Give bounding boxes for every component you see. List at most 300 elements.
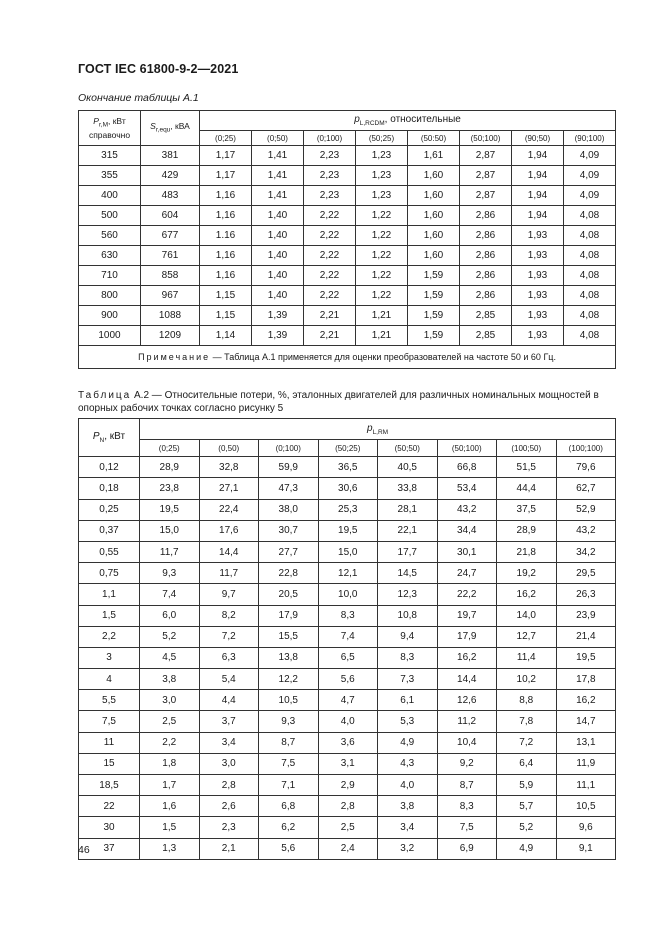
table-cell: 9,3	[259, 711, 319, 732]
table-cell: 1,15	[200, 306, 252, 326]
table-cell: 51,5	[497, 457, 557, 478]
table-cell: 9,4	[378, 626, 438, 647]
header-relative-losses-rm: $p_{L,RM}$	[140, 419, 616, 440]
table-cell: 16,2	[556, 690, 616, 711]
table-cell: 62,7	[556, 478, 616, 499]
table-cell: 1.16	[200, 226, 252, 246]
table-cell: 1,15	[200, 286, 252, 306]
table-cell: 3	[79, 647, 140, 668]
table-cell: 2,22	[304, 246, 356, 266]
table-cell: 7,1	[259, 775, 319, 796]
table-cell: 2,85	[460, 326, 512, 346]
table-cell: 1,93	[512, 326, 564, 346]
table-cell: 4,08	[564, 226, 616, 246]
table-cell: 4,0	[318, 711, 378, 732]
table-cell: 29,5	[556, 563, 616, 584]
table-cell: 1,40	[252, 266, 304, 286]
table-cell: 15,5	[259, 626, 319, 647]
table-cell: 3,0	[140, 690, 200, 711]
table-row	[79, 206, 616, 226]
table-cell: 28,1	[378, 499, 438, 520]
table-a1-continuation	[78, 110, 616, 369]
table-cell: 483	[141, 186, 200, 206]
table-cell: 27,1	[199, 478, 259, 499]
table-cell: 1,41	[252, 186, 304, 206]
operating-point-header: (0,50)	[199, 440, 259, 457]
table-cell: 2,87	[460, 186, 512, 206]
table-cell: 4,9	[378, 732, 438, 753]
table-cell: 1,16	[200, 206, 252, 226]
table-cell: 14,4	[437, 669, 497, 690]
table-cell: 15,0	[140, 520, 200, 541]
table-cell: 400	[79, 186, 141, 206]
table-cell: 16,2	[497, 584, 557, 605]
header-nominal-power: $P_N$, кВт	[79, 419, 140, 457]
table-cell: 1,93	[512, 246, 564, 266]
table-cell: 17,8	[556, 669, 616, 690]
table-cell: 7,5	[259, 753, 319, 774]
table-cell: 1,21	[356, 306, 408, 326]
table-cell: 22,4	[199, 499, 259, 520]
table-cell: 8,3	[437, 796, 497, 817]
operating-point-header: (0;25)	[140, 440, 200, 457]
table-cell: 0,12	[79, 457, 140, 478]
table-cell: 1,60	[408, 186, 460, 206]
table-cell: 26,3	[556, 584, 616, 605]
table-row	[79, 775, 616, 796]
table-cell: 4,9	[497, 838, 557, 859]
table-cell: 2,5	[140, 711, 200, 732]
table-cell: 6,2	[259, 817, 319, 838]
table-row	[79, 326, 616, 346]
table-cell: 1088	[141, 306, 200, 326]
table-cell: 22,1	[378, 520, 438, 541]
table-cell: 3,1	[318, 753, 378, 774]
table1-note: Примечание — Таблица А.1 применяется для оценки преобразователей на частоте 50 и 60 Гц.	[79, 346, 616, 369]
table-cell: 7,8	[497, 711, 557, 732]
table-cell: 43,2	[437, 499, 497, 520]
table-cell: 2,22	[304, 206, 356, 226]
table-cell: 1,93	[512, 226, 564, 246]
operating-point-header: (50;50)	[378, 440, 438, 457]
table-cell: 1,21	[356, 326, 408, 346]
table-cell: 28,9	[140, 457, 200, 478]
table-cell: 40,5	[378, 457, 438, 478]
table-cell: 7,2	[199, 626, 259, 647]
table-cell: 30,1	[437, 541, 497, 562]
table-cell: 37	[79, 838, 140, 859]
document-header: ГОСТ IEC 61800-9-2—2021	[78, 62, 239, 76]
table-cell: 429	[141, 166, 200, 186]
table-cell: 30,7	[259, 520, 319, 541]
table-cell: 28,9	[497, 520, 557, 541]
table-cell: 1,22	[356, 266, 408, 286]
table-cell: 19,5	[556, 647, 616, 668]
table-cell: 11,2	[437, 711, 497, 732]
table-cell: 1,22	[356, 286, 408, 306]
operating-point-header: (0;50)	[252, 131, 304, 146]
table-cell: 315	[79, 146, 141, 166]
table-row	[79, 266, 616, 286]
table-cell: 17,9	[437, 626, 497, 647]
table-row	[79, 563, 616, 584]
table-cell: 9,3	[140, 563, 200, 584]
table-row	[79, 817, 616, 838]
table-cell: 23,9	[556, 605, 616, 626]
table-cell: 11,1	[556, 775, 616, 796]
table-cell: 560	[79, 226, 141, 246]
table-cell: 12,7	[497, 626, 557, 647]
table-cell: 5,6	[318, 669, 378, 690]
table-row	[79, 166, 616, 186]
table-cell: 4,08	[564, 246, 616, 266]
table-cell: 3,4	[199, 732, 259, 753]
table-cell: 9,7	[199, 584, 259, 605]
table-cell: 710	[79, 266, 141, 286]
table-cell: 5,4	[199, 669, 259, 690]
table-cell: 2,8	[318, 796, 378, 817]
table-cell: 66,8	[437, 457, 497, 478]
table-cell: 10,4	[437, 732, 497, 753]
table-cell: 355	[79, 166, 141, 186]
table-row	[79, 711, 616, 732]
table-cell: 1,93	[512, 266, 564, 286]
table-cell: 1,59	[408, 326, 460, 346]
table-row	[79, 246, 616, 266]
table-row	[79, 499, 616, 520]
table-cell: 1,17	[200, 146, 252, 166]
table2-caption: Таблица А.2 — Относительные потери, %, эталонных двигателей для различных номинальных мощностей в опорных рабочих точках согласно рисунку 5	[78, 390, 599, 414]
table-row	[79, 520, 616, 541]
table-cell: 4,08	[564, 326, 616, 346]
table-cell: 11,9	[556, 753, 616, 774]
table-cell: 1,59	[408, 266, 460, 286]
table-cell: 3,4	[378, 817, 438, 838]
table-cell: 15	[79, 753, 140, 774]
table-cell: 13,1	[556, 732, 616, 753]
table-row	[79, 457, 616, 478]
table-cell: 0,55	[79, 541, 140, 562]
table-cell: 1,94	[512, 146, 564, 166]
table-cell: 1,40	[252, 246, 304, 266]
table-cell: 3,8	[378, 796, 438, 817]
table-cell: 52,9	[556, 499, 616, 520]
table-cell: 12,6	[437, 690, 497, 711]
table-cell: 3,2	[378, 838, 438, 859]
table-cell: 2,5	[318, 817, 378, 838]
table-cell: 2,87	[460, 166, 512, 186]
table-cell: 900	[79, 306, 141, 326]
table-cell: 36,5	[318, 457, 378, 478]
table-cell: 4	[79, 669, 140, 690]
table-cell: 4,08	[564, 286, 616, 306]
table-cell: 1,93	[512, 306, 564, 326]
table-cell: 13,8	[259, 647, 319, 668]
table-cell: 19,5	[318, 520, 378, 541]
table-cell: 2,87	[460, 146, 512, 166]
table-cell: 2,22	[304, 286, 356, 306]
table-row	[79, 626, 616, 647]
table-cell: 2,3	[199, 817, 259, 838]
operating-point-header: (0;100)	[259, 440, 319, 457]
table-cell: 10,0	[318, 584, 378, 605]
operating-point-header: (90;100)	[564, 131, 616, 146]
table-cell: 8,7	[259, 732, 319, 753]
table-cell: 4,0	[378, 775, 438, 796]
table-cell: 1,16	[200, 266, 252, 286]
table-row	[79, 146, 616, 166]
table-cell: 7,4	[140, 584, 200, 605]
table-cell: 9,2	[437, 753, 497, 774]
table-cell: 8,2	[199, 605, 259, 626]
table-cell: 1,41	[252, 166, 304, 186]
table-cell: 858	[141, 266, 200, 286]
table-cell: 1,94	[512, 206, 564, 226]
table-cell: 1,5	[140, 817, 200, 838]
table-cell: 1,16	[200, 246, 252, 266]
table-cell: 2,86	[460, 286, 512, 306]
table-cell: 2,86	[460, 206, 512, 226]
table-cell: 1,39	[252, 326, 304, 346]
table-cell: 5,3	[378, 711, 438, 732]
table-cell: 14,5	[378, 563, 438, 584]
table-cell: 0,18	[79, 478, 140, 499]
table-cell: 1,60	[408, 226, 460, 246]
table-cell: 2,8	[199, 775, 259, 796]
operating-point-header: (100;50)	[497, 440, 557, 457]
table-cell: 7,5	[79, 711, 140, 732]
table-cell: 2,9	[318, 775, 378, 796]
table-cell: 2,4	[318, 838, 378, 859]
table-cell: 38,0	[259, 499, 319, 520]
table-cell: 1,16	[200, 186, 252, 206]
table-cell: 7,5	[437, 817, 497, 838]
table-cell: 2,86	[460, 266, 512, 286]
table-cell: 2,22	[304, 226, 356, 246]
table-cell: 6,8	[259, 796, 319, 817]
table-cell: 4,09	[564, 166, 616, 186]
operating-point-header: (50;25)	[318, 440, 378, 457]
table-cell: 19,2	[497, 563, 557, 584]
table-cell: 17,9	[259, 605, 319, 626]
table-cell: 0,37	[79, 520, 140, 541]
table-cell: 1,14	[200, 326, 252, 346]
table-cell: 6,3	[199, 647, 259, 668]
table-cell: 27,7	[259, 541, 319, 562]
table-cell: 34,4	[437, 520, 497, 541]
table-cell: 12,3	[378, 584, 438, 605]
table-cell: 21,8	[497, 541, 557, 562]
table-cell: 1,5	[79, 605, 140, 626]
table-row	[79, 286, 616, 306]
table-row	[79, 732, 616, 753]
table-cell: 34,2	[556, 541, 616, 562]
table-cell: 1,40	[252, 206, 304, 226]
table-cell: 6,0	[140, 605, 200, 626]
table-cell: 5,9	[497, 775, 557, 796]
table-cell: 12,2	[259, 669, 319, 690]
table-cell: 630	[79, 246, 141, 266]
table-cell: 0,25	[79, 499, 140, 520]
table-cell: 37,5	[497, 499, 557, 520]
table-cell: 2,23	[304, 146, 356, 166]
table-cell: 79,6	[556, 457, 616, 478]
table-cell: 14,7	[556, 711, 616, 732]
table-cell: 2,21	[304, 306, 356, 326]
table-cell: 32,8	[199, 457, 259, 478]
table-cell: 4,09	[564, 186, 616, 206]
table-cell: 2,2	[79, 626, 140, 647]
table-cell: 1,3	[140, 838, 200, 859]
table-cell: 2,22	[304, 266, 356, 286]
table-cell: 23,8	[140, 478, 200, 499]
table-cell: 1,8	[140, 753, 200, 774]
table-cell: 19,7	[437, 605, 497, 626]
table1-caption: Окончание таблицы А.1	[78, 92, 199, 104]
table-cell: 1,6	[140, 796, 200, 817]
operating-point-header: (50;25)	[356, 131, 408, 146]
table-cell: 1,23	[356, 146, 408, 166]
table-cell: 11	[79, 732, 140, 753]
table-cell: 4,4	[199, 690, 259, 711]
table-cell: 1,22	[356, 246, 408, 266]
table-cell: 14,0	[497, 605, 557, 626]
table-cell: 30,6	[318, 478, 378, 499]
table-cell: 2,21	[304, 326, 356, 346]
table-cell: 4,3	[378, 753, 438, 774]
operating-point-header: (90;50)	[512, 131, 564, 146]
table-cell: 1,39	[252, 306, 304, 326]
table-row	[79, 541, 616, 562]
table-row	[79, 647, 616, 668]
table-row	[79, 584, 616, 605]
table-cell: 2,86	[460, 226, 512, 246]
table-cell: 6,1	[378, 690, 438, 711]
table-row	[79, 669, 616, 690]
table-cell: 3,7	[199, 711, 259, 732]
table-cell: 381	[141, 146, 200, 166]
table-cell: 800	[79, 286, 141, 306]
table-cell: 4,09	[564, 146, 616, 166]
table-cell: 1,22	[356, 226, 408, 246]
table-cell: 2,23	[304, 166, 356, 186]
table-cell: 4,08	[564, 306, 616, 326]
table-cell: 18,5	[79, 775, 140, 796]
table-cell: 5,5	[79, 690, 140, 711]
table-cell: 1,93	[512, 286, 564, 306]
table-cell: 967	[141, 286, 200, 306]
table-cell: 1209	[141, 326, 200, 346]
table-cell: 1,60	[408, 166, 460, 186]
table-cell: 53,4	[437, 478, 497, 499]
table-cell: 3,6	[318, 732, 378, 753]
table-cell: 1,7	[140, 775, 200, 796]
table-cell: 5,2	[497, 817, 557, 838]
table-cell: 10,5	[259, 690, 319, 711]
table-cell: 5,6	[259, 838, 319, 859]
table-cell: 16,2	[437, 647, 497, 668]
table-cell: 25,3	[318, 499, 378, 520]
operating-point-header: (0;25)	[200, 131, 252, 146]
table-row	[79, 306, 616, 326]
table-cell: 2,85	[460, 306, 512, 326]
table-cell: 11,7	[199, 563, 259, 584]
table-row	[79, 186, 616, 206]
header-relative-losses: $p_{L,RCDM}$, относительные	[200, 111, 616, 131]
table-cell: 6,9	[437, 838, 497, 859]
table-cell: 33,8	[378, 478, 438, 499]
table-cell: 11,4	[497, 647, 557, 668]
table-cell: 1,22	[356, 206, 408, 226]
header-apparent-power: $S_{r,equ}$, кВА	[141, 111, 200, 146]
table-cell: 30	[79, 817, 140, 838]
table-cell: 1,17	[200, 166, 252, 186]
table-cell: 44,4	[497, 478, 557, 499]
table-cell: 1,59	[408, 306, 460, 326]
table-cell: 22,2	[437, 584, 497, 605]
table-cell: 0,75	[79, 563, 140, 584]
table-cell: 3,8	[140, 669, 200, 690]
table-cell: 47,3	[259, 478, 319, 499]
table-cell: 1,41	[252, 146, 304, 166]
table-row	[79, 753, 616, 774]
table-cell: 3,0	[199, 753, 259, 774]
table-row	[79, 838, 616, 859]
table-cell: 7,2	[497, 732, 557, 753]
table-cell: 8,3	[378, 647, 438, 668]
table-cell: 14,4	[199, 541, 259, 562]
operating-point-header: (0;100)	[304, 131, 356, 146]
table-cell: 17,7	[378, 541, 438, 562]
table-cell: 6,5	[318, 647, 378, 668]
table-cell: 10,5	[556, 796, 616, 817]
table-cell: 4,7	[318, 690, 378, 711]
table-cell: 1,1	[79, 584, 140, 605]
page-number: 46	[78, 844, 90, 856]
table-cell: 59,9	[259, 457, 319, 478]
table-cell: 9,1	[556, 838, 616, 859]
table-cell: 7,4	[318, 626, 378, 647]
table-cell: 1,59	[408, 286, 460, 306]
table-row	[79, 605, 616, 626]
table-row	[79, 226, 616, 246]
table-cell: 1,40	[252, 226, 304, 246]
table-cell: 604	[141, 206, 200, 226]
table-cell: 2,1	[199, 838, 259, 859]
table-cell: 2,6	[199, 796, 259, 817]
table-cell: 1,40	[252, 286, 304, 306]
table-cell: 2,86	[460, 246, 512, 266]
table-cell: 677	[141, 226, 200, 246]
table-cell: 15,0	[318, 541, 378, 562]
operating-point-header: (50:50)	[408, 131, 460, 146]
table-cell: 9,6	[556, 817, 616, 838]
table-cell: 1,60	[408, 246, 460, 266]
table-cell: 1,23	[356, 166, 408, 186]
table-cell: 1000	[79, 326, 141, 346]
table-cell: 19,5	[140, 499, 200, 520]
table-cell: 1,60	[408, 206, 460, 226]
table-cell: 5,2	[140, 626, 200, 647]
table-cell: 5,7	[497, 796, 557, 817]
table-cell: 10,8	[378, 605, 438, 626]
table-cell: 17,6	[199, 520, 259, 541]
table-row	[79, 478, 616, 499]
table-a2	[78, 418, 616, 860]
table-cell: 8,3	[318, 605, 378, 626]
table-cell: 2,23	[304, 186, 356, 206]
table-cell: 1,94	[512, 186, 564, 206]
